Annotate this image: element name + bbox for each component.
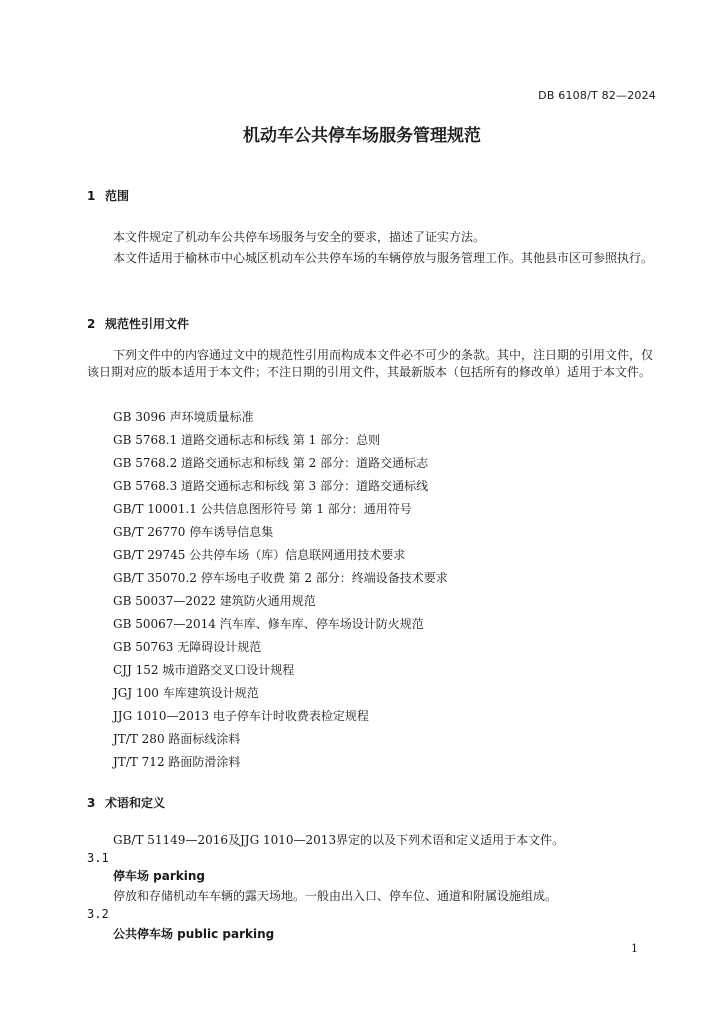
- reference-item: JT/T 280 路面标线涂料: [113, 732, 241, 746]
- reference-item: GB 5768.3 道路交通标志和标线 第 3 部分：道路交通标线: [113, 479, 429, 493]
- section-2-intro: 下列文件中的内容通过文中的规范性引用而构成本文件必不可少的条款。其中，注日期的引用文件，仅该日期对应的版本适用于本文件；不注日期的引用文件，其最新版本（包括所有的修改单）适用于本文件。: [87, 348, 654, 379]
- reference-item: JJG 1010—2013 电子停车计时收费表检定规程: [113, 709, 369, 723]
- section-3-title: 术语和定义: [105, 796, 166, 810]
- reference-item: GB 50037—2022 建筑防火通用规范: [113, 594, 316, 608]
- reference-item: GB 50763 无障碍设计规范: [113, 640, 262, 654]
- reference-item: GB 5768.1 道路交通标志和标线 第 1 部分：总则: [113, 433, 381, 447]
- reference-item: JT/T 712 路面防滑涂料: [113, 755, 241, 769]
- term-number: 3.1: [87, 851, 109, 865]
- reference-item: GB 3096 声环境质量标准: [113, 410, 254, 424]
- reference-item: GB 50067—2014 汽车库、修车库、停车场设计防火规范: [113, 617, 424, 631]
- page-number: 1: [631, 942, 638, 955]
- section-1-number: 1: [87, 189, 96, 203]
- reference-item: JGJ 100 车库建筑设计规范: [113, 686, 259, 700]
- reference-item: GB/T 10001.1 公共信息图形符号 第 1 部分：通用符号: [113, 502, 412, 516]
- reference-item: GB 5768.2 道路交通标志和标线 第 2 部分：道路交通标志: [113, 456, 429, 470]
- section-1-paragraph-2: 本文件适用于榆林市中心城区机动车公共停车场的车辆停放与服务管理工作。其他县市区可参照执行。: [113, 251, 654, 265]
- term-number: 3.2: [87, 907, 109, 921]
- term-name: 公共停车场 public parking: [113, 927, 275, 941]
- reference-item: CJJ 152 城市道路交叉口设计规程: [113, 663, 295, 677]
- standard-number: DB 6108/T 82—2024: [538, 89, 656, 102]
- section-2-heading: [87, 315, 189, 332]
- section-1-heading: [87, 187, 129, 204]
- term-definition: 停放和存储机动车车辆的露天场地。一般由出入口、停车位、通道和附属设施组成。: [113, 889, 558, 903]
- section-2-title: 规范性引用文件: [105, 317, 190, 331]
- section-3-intro: GB/T 51149—2016及JJG 1010—2013界定的以及下列术语和定义适用于本文件。: [113, 833, 565, 847]
- section-3-number: 3: [87, 796, 96, 810]
- reference-item: GB/T 29745 公共停车场（库）信息联网通用技术要求: [113, 548, 406, 562]
- document-title: 机动车公共停车场服务管理规范: [243, 126, 481, 146]
- reference-item: GB/T 35070.2 停车场电子收费 第 2 部分：终端设备技术要求: [113, 571, 448, 585]
- term-name: 停车场 parking: [113, 869, 206, 883]
- section-2-number: 2: [87, 317, 96, 331]
- section-3-heading: [87, 794, 165, 811]
- section-1-title: 范围: [105, 189, 130, 203]
- section-1-paragraph-1: 本文件规定了机动车公共停车场服务与安全的要求，描述了证实方法。: [113, 230, 486, 244]
- reference-item: GB/T 26770 停车诱导信息集: [113, 525, 274, 539]
